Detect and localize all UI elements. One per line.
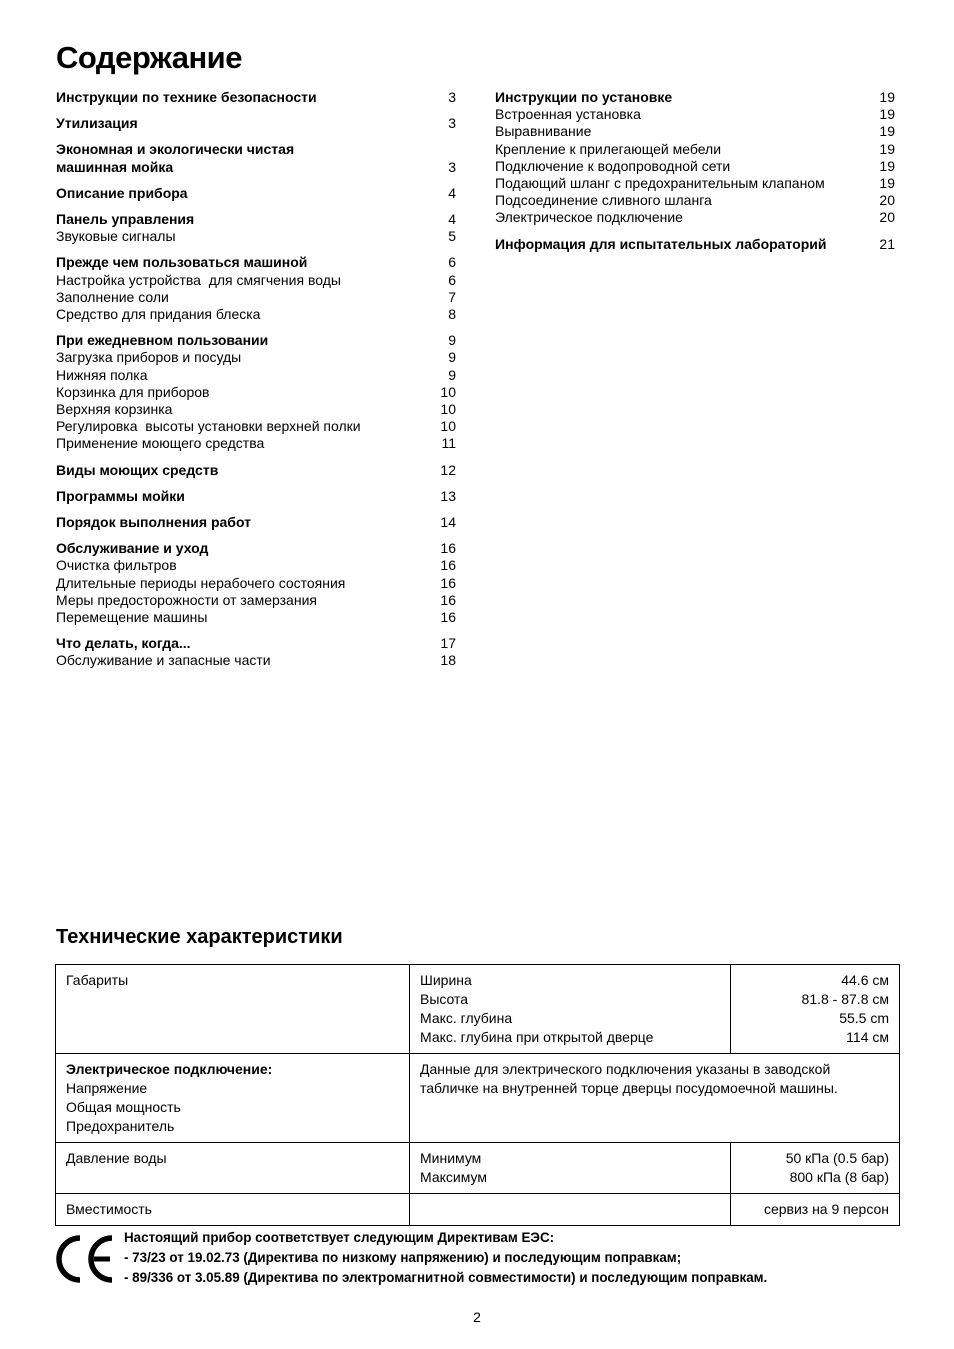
toc-page-number: 20 — [879, 209, 895, 226]
spec-sub-label: Предохранитель — [66, 1118, 175, 1134]
toc-item[interactable] — [56, 557, 456, 574]
toc-page-number: 16 — [440, 557, 456, 574]
toc-left-column — [56, 89, 456, 679]
toc-page-number: 8 — [448, 306, 456, 323]
toc-group — [495, 236, 895, 253]
ce-directive-line: - 89/336 от 3.05.89 (Директива по электромагнитной совместимости) и последующим поправкам. — [124, 1270, 768, 1285]
toc-heading-text: Информация для испытательных лабораторий — [495, 235, 827, 252]
toc-item[interactable] — [495, 158, 895, 175]
ce-mark-icon — [56, 1234, 118, 1284]
toc-page-number: 16 — [440, 591, 456, 608]
toc-item[interactable] — [56, 289, 456, 306]
spec-value: 800 кПа (8 бар) — [789, 1169, 889, 1185]
toc-item[interactable] — [56, 272, 456, 289]
spec-name: Макс. глубина при открытой дверце — [420, 1029, 654, 1045]
toc-heading[interactable] — [56, 115, 456, 132]
spec-label: Давление воды — [56, 1143, 410, 1194]
toc-heading-text: Программы мойки — [56, 487, 185, 504]
toc-group — [495, 89, 895, 227]
toc-group — [56, 254, 456, 323]
toc-heading-text: Панель управления — [56, 211, 195, 228]
toc-page-number: 9 — [448, 366, 456, 383]
toc-heading[interactable] — [56, 514, 456, 531]
toc-page-number: 10 — [440, 383, 456, 400]
toc-page-number: 19 — [879, 157, 895, 174]
toc-group — [56, 185, 456, 202]
spec-label: Габариты — [56, 965, 410, 1054]
toc-page-number: 11 — [441, 435, 456, 452]
spec-name: Высота — [420, 991, 469, 1007]
toc-heading[interactable] — [56, 540, 456, 557]
toc-item[interactable] — [495, 175, 895, 192]
toc-heading — [56, 141, 456, 158]
toc-heading-text: Инструкции по установке — [495, 89, 673, 105]
toc-page-number: 6 — [448, 254, 456, 271]
toc-item-text: Крепление к прилегающей мебели — [495, 140, 722, 157]
toc-item[interactable] — [56, 435, 456, 452]
toc-page-number: 16 — [440, 609, 456, 626]
toc-item-text: Очистка фильтров — [56, 557, 177, 574]
toc-group — [56, 332, 456, 452]
spec-sub-label: Общая мощность — [66, 1099, 181, 1115]
toc-item[interactable] — [495, 141, 895, 158]
toc-item[interactable] — [495, 192, 895, 209]
toc-page-number: 19 — [879, 140, 895, 157]
spec-names — [410, 1143, 731, 1194]
toc-group — [56, 89, 456, 106]
toc-heading[interactable] — [56, 332, 456, 349]
toc-group — [56, 514, 456, 531]
toc-heading-text: Описание прибора — [56, 184, 188, 201]
toc-heading[interactable] — [56, 254, 456, 271]
toc-page-number: 20 — [879, 192, 895, 209]
toc-page-number: 4 — [448, 211, 456, 228]
spec-value: 55.5 cm — [839, 1010, 889, 1026]
toc-item[interactable] — [56, 652, 456, 669]
toc-item-text: Подключение к водопроводной сети — [495, 157, 731, 174]
toc-heading[interactable] — [495, 236, 895, 253]
toc-item-text: Верхняя корзинка — [56, 401, 173, 418]
toc-page-number: 19 — [879, 175, 895, 192]
toc-page-number: 16 — [440, 574, 456, 591]
spec-name: Ширина — [420, 972, 472, 988]
ce-directives — [124, 1228, 767, 1288]
spec-label — [56, 1054, 410, 1143]
toc-page-number: 19 — [879, 89, 895, 105]
toc-item-text: Звуковые сигналы — [56, 228, 176, 245]
toc-heading[interactable] — [56, 211, 456, 228]
toc-heading[interactable] — [495, 89, 895, 106]
toc-page-number: 3 — [448, 158, 456, 175]
toc-item[interactable] — [56, 401, 456, 418]
spec-names — [410, 965, 731, 1054]
toc-item[interactable] — [56, 592, 456, 609]
toc-page-number: 4 — [448, 184, 456, 201]
toc-group — [56, 635, 456, 669]
toc-item-text: Применение моющего средства — [56, 435, 265, 452]
page-number: 2 — [473, 1309, 481, 1325]
toc-item[interactable] — [56, 306, 456, 323]
toc-item-text: Выравнивание — [495, 123, 592, 140]
toc-item-text: Электрическое подключение — [495, 209, 683, 226]
specs-table — [55, 964, 900, 1226]
spec-row-water — [56, 1143, 900, 1194]
spec-row-dimensions — [56, 965, 900, 1054]
toc-item-text: Нижняя полка — [56, 366, 148, 383]
toc-page-number: 18 — [440, 652, 456, 669]
toc-page-number: 10 — [440, 418, 456, 435]
toc-page-number: 13 — [440, 487, 456, 504]
spec-row-capacity — [56, 1194, 900, 1226]
toc-item-text: Настройка устройства для смягчения воды — [56, 271, 341, 288]
toc-heading-text: Утилизация — [56, 115, 138, 132]
spec-sub-label: Напряжение — [66, 1080, 148, 1096]
toc-right-column — [495, 89, 895, 262]
toc-item-text: Заполнение соли — [56, 288, 169, 305]
ce-directive-line: Настоящий прибор соответствует следующим Директивам ЕЭС: — [124, 1230, 555, 1245]
page-title: Содержание — [56, 40, 242, 75]
toc-item[interactable] — [56, 384, 456, 401]
toc-page-number: 12 — [440, 461, 456, 478]
spec-electrical-note: Данные для электрического подключения указаны в заводской табличке на внутренней торце дверцы посудомоечной машины. — [410, 1054, 900, 1143]
toc-group — [56, 462, 456, 479]
toc-heading-text: Что делать, когда... — [56, 635, 191, 652]
toc-item[interactable] — [495, 123, 895, 140]
toc-heading-text: Инструкции по технике безопасности — [56, 89, 317, 105]
toc-page-number: 5 — [448, 228, 456, 245]
toc-heading[interactable] — [56, 89, 456, 106]
toc-item-text: Перемещение машины — [56, 609, 208, 626]
toc-heading[interactable] — [56, 185, 456, 202]
toc-page-number: 7 — [448, 288, 456, 305]
toc-heading[interactable] — [56, 488, 456, 505]
spec-values — [731, 965, 900, 1054]
toc-page-number: 6 — [448, 271, 456, 288]
toc-item[interactable] — [56, 418, 456, 435]
spec-label: Вместимость — [56, 1194, 410, 1226]
toc-heading-text: Порядок выполнения работ — [56, 514, 252, 531]
toc-group — [56, 488, 456, 505]
toc-page-number: 14 — [440, 514, 456, 531]
toc-item-text: Загрузка приборов и посуды — [56, 349, 242, 366]
spec-label-bold: Электрическое подключение: — [66, 1061, 273, 1077]
toc-group — [56, 211, 456, 245]
spec-value: 81.8 - 87.8 см — [801, 991, 889, 1007]
toc-item-text: Встроенная установка — [495, 106, 641, 123]
specs-title: Технические характеристики — [56, 926, 343, 948]
toc-item-text: Подающий шланг с предохранительным клапаном — [495, 175, 825, 192]
spec-name: Максимум — [420, 1169, 487, 1185]
toc-item[interactable] — [56, 349, 456, 366]
toc-heading[interactable] — [56, 159, 456, 176]
toc-heading[interactable] — [56, 462, 456, 479]
toc-item-text: Меры предосторожности от замерзания — [56, 591, 317, 608]
toc-item-text: Корзинка для приборов — [56, 383, 210, 400]
spec-value: 44.6 см — [841, 972, 889, 988]
toc-page-number: 3 — [448, 115, 456, 132]
toc-page-number: 21 — [879, 235, 895, 252]
toc-item[interactable] — [56, 575, 456, 592]
spec-name: Макс. глубина — [420, 1010, 513, 1026]
toc-item-text: Подсоединение сливного шланга — [495, 192, 712, 209]
toc-page-number: 3 — [448, 89, 456, 105]
toc-item-text: Обслуживание и запасные части — [56, 652, 271, 669]
toc-page-number: 10 — [440, 401, 456, 418]
spec-name: Минимум — [420, 1150, 482, 1166]
spec-empty-cell — [410, 1194, 731, 1226]
toc-page-number: 19 — [879, 106, 895, 123]
toc-heading-text: Обслуживание и уход — [56, 540, 209, 557]
toc-heading-text: Виды моющих средств — [56, 461, 219, 478]
ce-directive-line: - 73/23 от 19.02.73 (Директива по низкому напряжению) и последующим поправкам; — [124, 1250, 682, 1265]
toc-page-number: 17 — [440, 635, 456, 652]
spec-value: 114 см — [846, 1029, 889, 1045]
toc-group — [56, 540, 456, 626]
toc-page-number: 19 — [879, 123, 895, 140]
spec-value: 50 кПа (0.5 бар) — [785, 1150, 889, 1166]
toc-item[interactable] — [56, 609, 456, 626]
toc-heading-text: При ежедневном пользовании — [56, 332, 269, 349]
toc-item-text: Средство для придания блеска — [56, 306, 261, 323]
toc-item[interactable] — [56, 367, 456, 384]
toc-item[interactable] — [495, 209, 895, 226]
toc-page-number: 9 — [448, 332, 456, 349]
toc-heading-text: Экономная и экологически чистая — [56, 141, 295, 158]
toc-item-text: Регулировка высоты установки верхней полки — [56, 418, 361, 435]
spec-row-electrical — [56, 1054, 900, 1143]
toc-item[interactable] — [56, 228, 456, 245]
toc-heading-text: Прежде чем пользоваться машиной — [56, 254, 308, 271]
spec-values — [731, 1143, 900, 1194]
toc-heading-text: машинная мойка — [56, 158, 174, 175]
toc-page-number: 16 — [440, 540, 456, 557]
toc-group — [56, 141, 456, 175]
toc-item[interactable] — [495, 106, 895, 123]
spec-value: сервиз на 9 персон — [731, 1194, 900, 1226]
toc-page-number: 9 — [448, 349, 456, 366]
toc-group — [56, 115, 456, 132]
toc-heading[interactable] — [56, 635, 456, 652]
toc-item-text: Длительные периоды нерабочего состояния — [56, 574, 346, 591]
